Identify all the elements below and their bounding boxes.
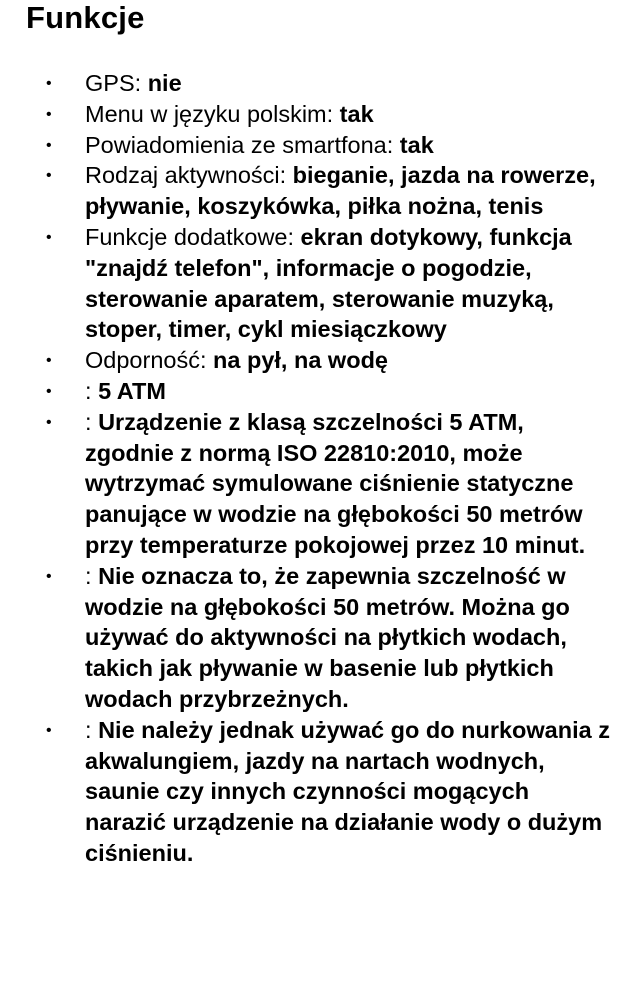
feature-label: : <box>85 562 99 589</box>
feature-item-water-rating <box>0 376 636 407</box>
bullet-icon: • <box>46 75 52 92</box>
feature-label: Funkcje dodatkowe: <box>85 223 301 250</box>
feature-label: Menu w języku polskim: <box>85 100 340 127</box>
bullet-icon: • <box>46 136 52 154</box>
feature-value: Urządzenie z klasą szczelności 5 ATM, zgodnie z normą ISO 22810:2010, może wytrzymać symulowane ciśnienie statyczne panujące w wodzie na głębokości 50 metrów przy temperaturze pokojowej przez 10 minut. <box>85 408 586 558</box>
bullet-icon: • <box>46 352 52 370</box>
bullet-icon: • <box>46 382 52 400</box>
feature-value: Nie należy jednak używać go do nurkowania z akwalungiem, jazdy na nartach wodnych, saunie czy innych czynności mogących narazić urządzenie na działanie wody o dużym ciśnieniu. <box>85 716 610 866</box>
feature-label: : <box>85 716 99 743</box>
feature-item-notifications <box>0 130 636 161</box>
feature-item-extra-functions <box>0 222 636 345</box>
feature-value: 5 ATM <box>98 377 166 404</box>
feature-label: : <box>85 408 99 435</box>
bullet-icon: • <box>46 413 52 431</box>
feature-item-water-rating-description <box>0 407 636 561</box>
bullet-icon: • <box>46 567 52 585</box>
section-title: Funkcje <box>26 0 145 35</box>
feature-item-activity-types <box>0 160 636 222</box>
bullet-icon: • <box>46 105 52 123</box>
feature-item-resistance <box>0 345 636 376</box>
feature-value: tak <box>399 131 434 158</box>
bullet-icon: • <box>46 721 52 739</box>
feature-item-menu-language <box>0 99 636 130</box>
feature-item-gps <box>0 68 636 99</box>
feature-value: Nie oznacza to, że zapewnia szczelność w wodzie na głębokości 50 metrów. Można go używać do aktywności na płytkich wodach, takich jak pływanie w basenie lub płytkich wodach przybrzeżnych. <box>85 562 570 712</box>
feature-label: Rodzaj aktywności: <box>85 162 293 189</box>
feature-value: bieganie, jazda na rowerze, pływanie, koszykówka, piłka nożna, tenis <box>85 162 596 220</box>
feature-item-water-rating-warning <box>0 715 636 869</box>
feature-list <box>0 68 636 869</box>
feature-value: tak <box>339 100 374 127</box>
bullet-icon: • <box>46 228 52 246</box>
feature-item-water-rating-note <box>0 561 636 715</box>
feature-label: GPS: <box>85 70 148 96</box>
feature-value: ekran dotykowy, funkcja "znajdź telefon", informacje o pogodzie, sterowanie aparatem, sterowanie muzyką, stoper, timer, cykl miesiączkowy <box>85 223 572 343</box>
feature-label: Odporność: <box>85 347 214 374</box>
bullet-icon: • <box>46 167 52 185</box>
feature-label: Powiadomienia ze smartfona: <box>85 131 400 158</box>
feature-value: na pył, na wodę <box>213 347 388 374</box>
feature-label: : <box>85 377 99 404</box>
feature-value: nie <box>147 70 182 96</box>
